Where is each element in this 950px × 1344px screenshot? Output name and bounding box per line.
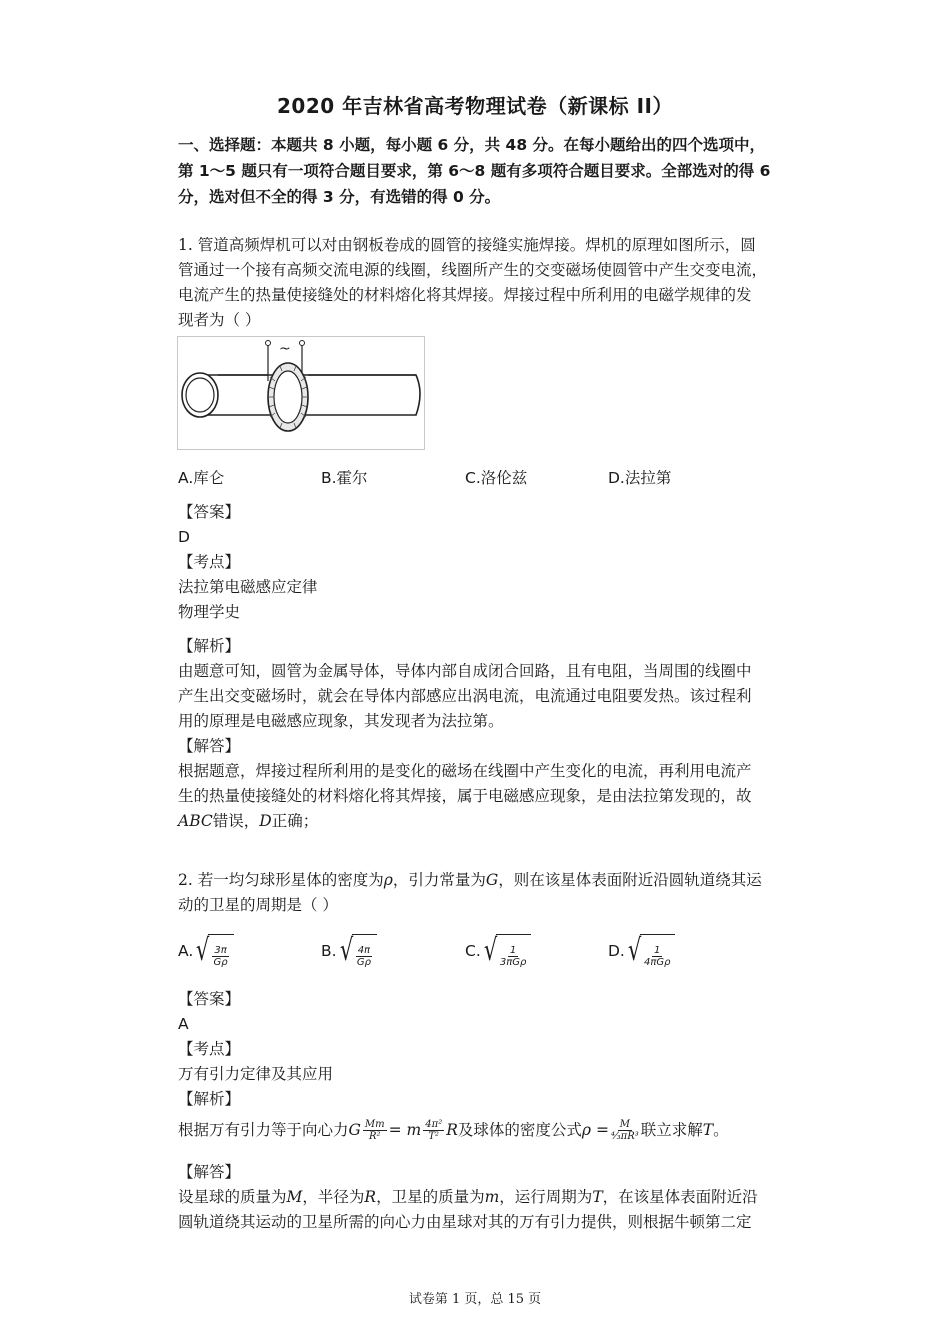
math-rho-equals: ρ = — [581, 1121, 609, 1139]
q1-solution-line-2: 生的热量使接缝处的材料熔化将其焊接，属于电磁感应现象，是由法拉第发现的，故 — [178, 787, 752, 805]
q1-analysis-label: 【解析】 — [178, 637, 241, 655]
q1-stem-line-2: 管通过一个接有高频交流电源的线圈，线圈所产生的交变磁场使圆管中产生交变电流， — [178, 261, 768, 279]
math-m-lower: m — [484, 1188, 500, 1206]
q2-option-c-label: C. — [465, 941, 481, 960]
q1-point-2: 物理学史 — [178, 603, 241, 621]
q1-option-a[interactable]: A.库仑 — [178, 469, 225, 487]
math-t: T — [592, 1188, 603, 1206]
q1-analysis-line-2: 产生出交变磁场时，就会在导体内部感应出涡电流，电流通过电阻要发热。该过程利 — [178, 687, 752, 705]
q2-option-b[interactable] — [321, 934, 377, 968]
q2-point-1: 万有引力定律及其应用 — [178, 1065, 334, 1083]
frac-num: 3π — [214, 945, 227, 956]
q2-sol-text-b: ，半径为 — [302, 1188, 365, 1206]
section-header-line-1: 一、选择题：本题共 8 小题，每小题 6 分，共 48 分。在每小题给出的四个选项中， — [178, 136, 766, 154]
frac-den: ⁴⁄₃πR³ — [610, 1131, 639, 1142]
q2-answer-label: 【答案】 — [178, 990, 241, 1008]
sqrt-expression: √ $\frac{1}{\text{4πGρ}}$ — [625, 934, 676, 968]
q2-sol-text-c: ，卫星的质量为 — [376, 1188, 485, 1206]
q1-option-b[interactable]: B.霍尔 — [321, 469, 368, 487]
q2-analysis-text-a: 根据万有引力等于向心力 — [178, 1121, 349, 1139]
math-abc: ABC — [178, 812, 213, 830]
q1-solution-line-3 — [178, 809, 318, 834]
math-r: R — [446, 1121, 458, 1139]
q2-solution-label: 【解答】 — [178, 1163, 241, 1181]
math-rho: ρ — [383, 871, 393, 889]
q2-analysis-text-d: 。 — [713, 1121, 729, 1139]
q1-points-label: 【考点】 — [178, 553, 241, 571]
sqrt-expression: √ $\frac{1}{\text{3πGρ}}$ — [481, 934, 532, 968]
q2-sol-text-d: ，运行周期为 — [499, 1188, 593, 1206]
q2-option-d[interactable] — [608, 934, 675, 968]
q2-option-c[interactable] — [465, 934, 531, 968]
q2-analysis-line — [178, 1118, 729, 1143]
q2-option-d-label: D. — [608, 941, 625, 960]
pipe-coil-diagram — [178, 337, 424, 449]
text-correct: 正确； — [271, 812, 319, 830]
q2-option-b-label: B. — [321, 941, 337, 960]
q2-stem-line-2: 动的卫星的周期是（ ） — [178, 896, 338, 914]
q1-option-d[interactable]: D.法拉第 — [608, 469, 672, 487]
section-header-line-3: 分，选对但不全的得 3 分，有选错的得 0 分。 — [178, 188, 501, 206]
math-r: R — [364, 1188, 377, 1206]
sqrt-expression: √ $\frac{3\pi}{G\rho}$ — [193, 934, 234, 968]
frac-den: 3πGρ — [499, 957, 527, 968]
q1-analysis-line-1: 由题意可知，圆管为金属导体，导体内部自成闭合回路，且有电阻，当周围的线圈中 — [178, 662, 752, 680]
math-g: G — [348, 1121, 361, 1139]
q2-stem-text-c: ，则在该星体表面附近沿圆轨道绕其运 — [498, 871, 762, 889]
q1-answer-label: 【答案】 — [178, 503, 241, 521]
q1-stem-line-1: 1. 管道高频焊机可以对由钢板卷成的圆管的接缝实施焊接。焊机的原理如图所示，圆 — [178, 236, 756, 254]
q1-solution-line-1: 根据题意，焊接过程所利用的是变化的磁场在线圈中产生变化的电流，再利用电流产 — [178, 762, 752, 780]
q2-analysis-label: 【解析】 — [178, 1090, 241, 1108]
section-header-line-2: 第 1～5 题只有一项符合题目要求，第 6～8 题有多项符合题目要求。全部选对的得 6 — [178, 162, 771, 180]
q2-stem-text-b: ，引力常量为 — [392, 871, 486, 889]
frac-num: M — [619, 1119, 630, 1130]
text-wrong: 错误， — [212, 812, 260, 830]
frac-den: T² — [428, 1131, 440, 1142]
math-m-upper: M — [286, 1188, 303, 1206]
frac-den: R² — [369, 1131, 381, 1142]
q1-stem-line-4: 现者为（ ） — [178, 311, 261, 329]
q2-solution-line-2: 圆轨道绕其运动的卫星所需的向心力由星球对其的万有引力提供，则根据牛顿第二定 — [178, 1213, 752, 1231]
q1-analysis-line-3: 用的原理是电磁感应现象，其发现者为法拉第。 — [178, 712, 504, 730]
frac-den: Gρ — [213, 957, 228, 968]
exam-title: 2020 年吉林省高考物理试卷（新课标 II） — [277, 94, 673, 118]
q2-analysis-text-b: 及球体的密度公式 — [457, 1121, 582, 1139]
frac-den: Gρ — [356, 957, 371, 968]
page-footer: 试卷第 1 页，总 15 页 — [408, 1292, 542, 1307]
frac-num: 1 — [654, 945, 661, 956]
math-equals-m: = m — [388, 1121, 422, 1139]
frac-num: 1 — [509, 945, 517, 956]
q2-answer: A — [178, 1015, 189, 1033]
q2-stem-text-a: 2. 若一均匀球形星体的密度为 — [178, 871, 384, 889]
frac-num: Mm — [364, 1119, 385, 1130]
math-g: G — [485, 871, 499, 889]
q1-solution-label: 【解答】 — [178, 737, 241, 755]
q1-stem-line-3: 电流产生的热量使接缝处的材料熔化将其焊接。焊接过程中所利用的电磁学规律的发 — [178, 286, 752, 304]
q2-option-a[interactable] — [178, 934, 234, 968]
math-d: D — [259, 812, 272, 830]
q2-sol-text-e: ，在该星体表面附近沿 — [602, 1188, 758, 1206]
math-t: T — [702, 1121, 714, 1139]
frac-num: 4π — [357, 945, 371, 956]
q1-option-c[interactable]: C.洛伦兹 — [465, 469, 528, 487]
q1-point-1: 法拉第电磁感应定律 — [178, 578, 318, 596]
q2-solution-line-1 — [178, 1185, 758, 1210]
q2-points-label: 【考点】 — [178, 1040, 241, 1058]
q2-option-a-label: A. — [178, 941, 194, 960]
welding-pipe-figure — [177, 336, 425, 450]
frac-den: 4πGρ — [644, 957, 671, 968]
q1-answer: D — [178, 528, 190, 546]
q2-sol-text-a: 设星球的质量为 — [178, 1188, 287, 1206]
frac-num: 4π² — [425, 1119, 443, 1130]
ac-source-symbol: ~ — [279, 341, 291, 357]
q2-stem-line-1 — [178, 868, 762, 893]
sqrt-expression: √ $\frac{4\pi}{G\rho}$ — [337, 934, 378, 968]
q2-analysis-text-c: 联立求解 — [640, 1121, 703, 1139]
